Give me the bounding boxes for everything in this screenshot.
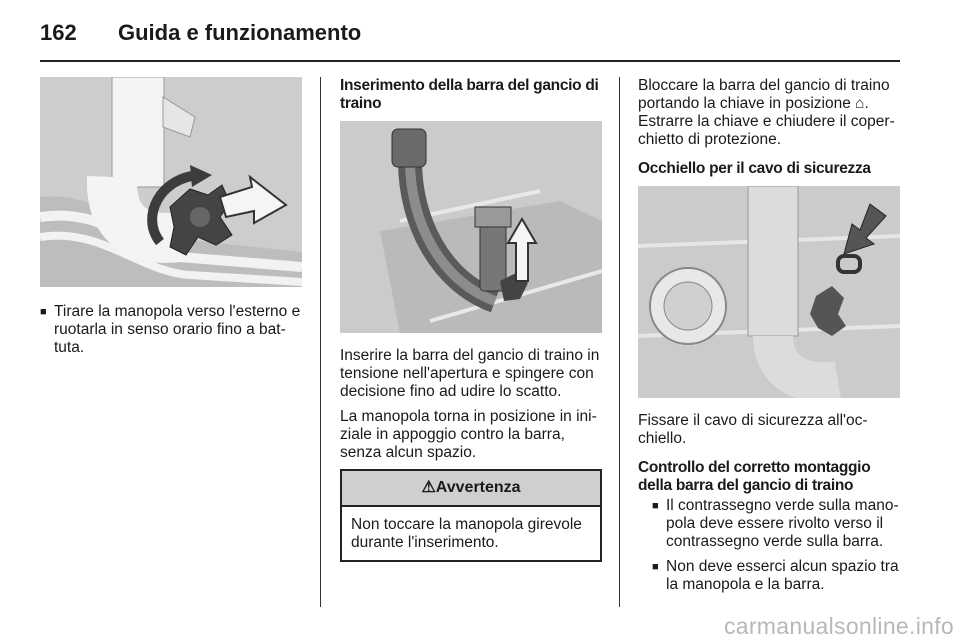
illustration-safety-eye [638, 186, 900, 398]
warning-triangle-icon: ⚠ [421, 479, 436, 496]
section-heading-safety-eye: Occhiello per il cavo di sicurezza [638, 160, 871, 177]
illustration-towbar-insertion [340, 121, 602, 333]
check-bullet-1: ■ Il contrassegno verde sulla mano-pola deve essere rivolto verso il contrassegno verde sulla barra. [652, 497, 900, 551]
column-1 [40, 77, 302, 364]
watermark: carmanualsonline.info [723, 613, 954, 639]
column-3 [638, 77, 900, 601]
check-bullet-2: ■ Non deve esserci alcun spazio tra la manopola e la barra. [652, 558, 900, 594]
paragraph-insert-bar: Inserire la barra del gancio di traino in tensione nell'apertura e spingere con decisione fino ad udire lo scatto. [340, 347, 600, 400]
column-divider-2 [619, 77, 620, 607]
warning-box [340, 469, 602, 562]
warning-title: ⚠Avvertenza [342, 471, 600, 507]
instruction-bullet: ■ Tirare la manopola verso l'esterno e ruotarla in senso orario fino a bat-tuta. [40, 303, 302, 357]
header-rule [40, 60, 900, 62]
paragraph-lock-bar: Bloccare la barra del gancio di traino portando la chiave in posizione ⌂. Estrarre la chiave e chiudere il coper-chietto di protezione. [638, 77, 895, 148]
section-heading-insertion: Inserimento della barra del gancio di traino [340, 77, 599, 112]
warning-body: Non toccare la manopola girevole durante l'inserimento. [351, 516, 582, 551]
page-number: 162 [40, 20, 77, 45]
paragraph-knob-return: La manopola torna in posizione in ini-ziale in appoggio contro la barra, senza alcun spazio. [340, 408, 597, 461]
paragraph-fix-cable: Fissare il cavo di sicurezza all'oc-chiello. [638, 412, 868, 447]
column-divider-1 [320, 77, 321, 607]
section-heading-check-mounting: Controllo del corretto montaggio della barra del gancio di traino [638, 459, 871, 494]
page-title: Guida e funzionamento [118, 20, 362, 45]
column-2 [340, 77, 602, 562]
illustration-knob-rotation [40, 77, 302, 287]
page-header [40, 14, 900, 58]
